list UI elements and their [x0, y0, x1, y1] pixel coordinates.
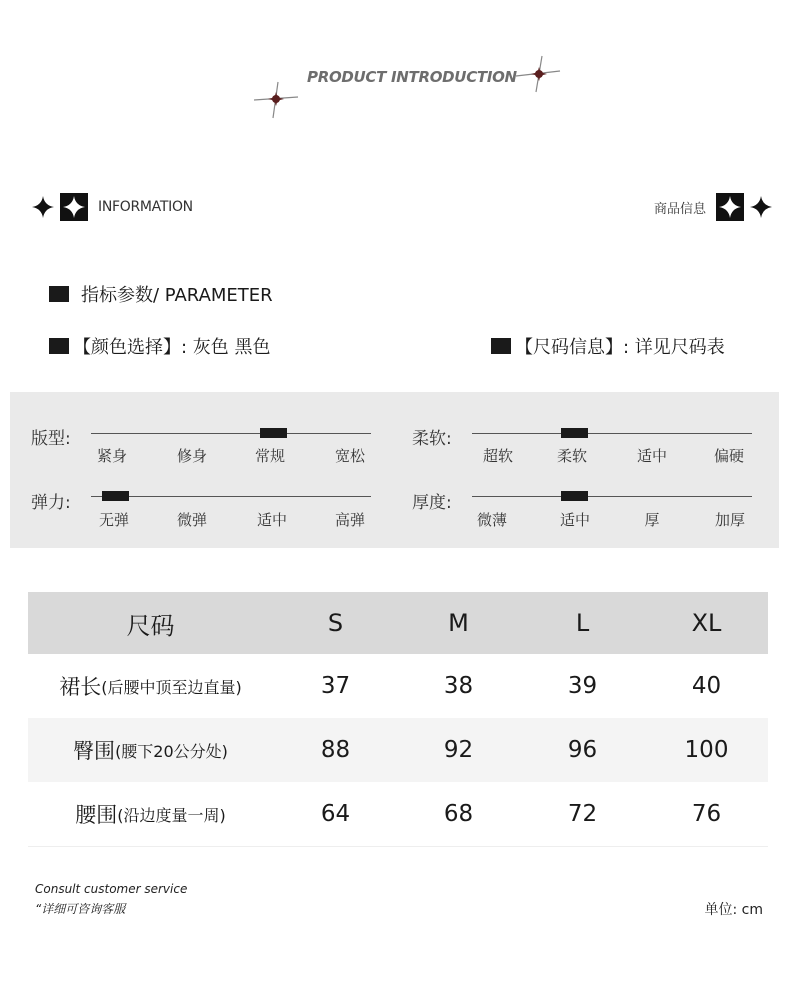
table-cell: 72 — [567, 801, 598, 827]
square-bullet — [491, 338, 511, 354]
table-header — [28, 592, 768, 654]
parameter-panel — [10, 392, 779, 548]
row-label-note: (沿边度量一周) — [117, 805, 226, 825]
slider-option: 微弹 — [176, 511, 207, 529]
table-cell: 88 — [320, 737, 351, 763]
boxed-star-icon — [60, 193, 88, 221]
table-cell: 92 — [443, 737, 474, 763]
slider-option: 柔软 — [556, 447, 587, 465]
header-cell: M — [448, 609, 469, 637]
row-label-note: (后腰中顶至边直量) — [101, 677, 242, 697]
slider-option: 厚 — [644, 511, 660, 529]
slider-option: 常规 — [254, 447, 285, 465]
slider-option: 适中 — [636, 447, 667, 465]
four-point-star-icon — [750, 196, 772, 218]
row-label — [28, 718, 273, 782]
slider-option: 超软 — [482, 447, 513, 465]
color-label: 【颜色选择】: 灰色 黑色 — [73, 337, 271, 358]
boxed-star-icon — [716, 193, 744, 221]
table-cell: 96 — [567, 737, 598, 763]
slider-knob — [260, 428, 287, 438]
table-divider — [28, 846, 768, 847]
square-bullet — [49, 338, 69, 354]
slider-option: 适中 — [559, 511, 590, 529]
slider-knob — [561, 491, 588, 501]
slider-option: 无弹 — [98, 511, 129, 529]
header-cell: XL — [691, 609, 722, 637]
table-cell: 68 — [443, 801, 474, 827]
header-cell: 尺码 — [126, 611, 175, 640]
unit-label: 单位: cm — [704, 902, 763, 918]
row-label-main: 腰围 — [75, 803, 118, 827]
row-label — [28, 654, 273, 718]
row-label — [28, 782, 273, 846]
info-label: INFORMATION — [98, 199, 193, 215]
info-left — [32, 192, 193, 222]
slider-option: 宽松 — [334, 447, 365, 465]
table-row — [28, 654, 768, 718]
slider-option: 修身 — [176, 447, 207, 465]
row-label-note: (腰下20公分处) — [115, 741, 228, 761]
row-label-main: 臀围 — [73, 739, 116, 763]
four-point-star-icon — [32, 196, 54, 218]
slider-label: 柔软: — [412, 429, 452, 449]
table-cell: 64 — [320, 801, 351, 827]
size-info — [491, 333, 725, 359]
slider-option: 偏硬 — [713, 447, 744, 465]
slider-label: 弹力: — [31, 493, 71, 513]
consult-text-cn: “详细可咨询客服 — [35, 902, 126, 916]
page-title: PRODUCT INTRODUCTION — [307, 68, 517, 86]
sparkle-star-icon — [514, 54, 562, 94]
table-cell: 38 — [443, 673, 474, 699]
info-label-cn: 商品信息 — [653, 201, 706, 217]
table-cell: 76 — [691, 801, 722, 827]
table-row — [28, 718, 768, 782]
slider-track — [91, 496, 371, 497]
header-cell: L — [575, 609, 590, 637]
slider-knob — [561, 428, 588, 438]
table-cell: 40 — [691, 673, 722, 699]
slider-track — [472, 496, 752, 497]
parameter-title: 指标参数/ PARAMETER — [81, 285, 273, 306]
slider-track — [91, 433, 371, 434]
row-label-main: 裙长 — [59, 675, 102, 699]
sparkle-star-icon — [252, 80, 300, 120]
slider-option: 适中 — [256, 511, 287, 529]
slider-option: 微薄 — [476, 511, 507, 529]
square-bullet — [49, 286, 69, 302]
color-options — [49, 333, 271, 359]
table-row — [28, 782, 768, 846]
slider-option: 加厚 — [714, 511, 745, 529]
slider-track — [472, 433, 752, 434]
header — [0, 0, 790, 130]
table-cell: 37 — [320, 673, 351, 699]
slider-option: 紧身 — [96, 447, 127, 465]
table-cell: 100 — [684, 737, 729, 763]
size-label: 【尺码信息】: 详见尺码表 — [515, 337, 725, 358]
slider-knob — [102, 491, 129, 501]
slider-option: 高弹 — [334, 511, 365, 529]
consult-text-en: Consult customer service — [35, 882, 188, 896]
parameter-heading — [49, 281, 273, 307]
size-table — [28, 592, 768, 847]
header-cell: S — [327, 609, 344, 637]
table-cell: 39 — [567, 673, 598, 699]
slider-label: 厚度: — [412, 493, 452, 513]
slider-label: 版型: — [31, 429, 71, 449]
info-right — [654, 192, 772, 222]
